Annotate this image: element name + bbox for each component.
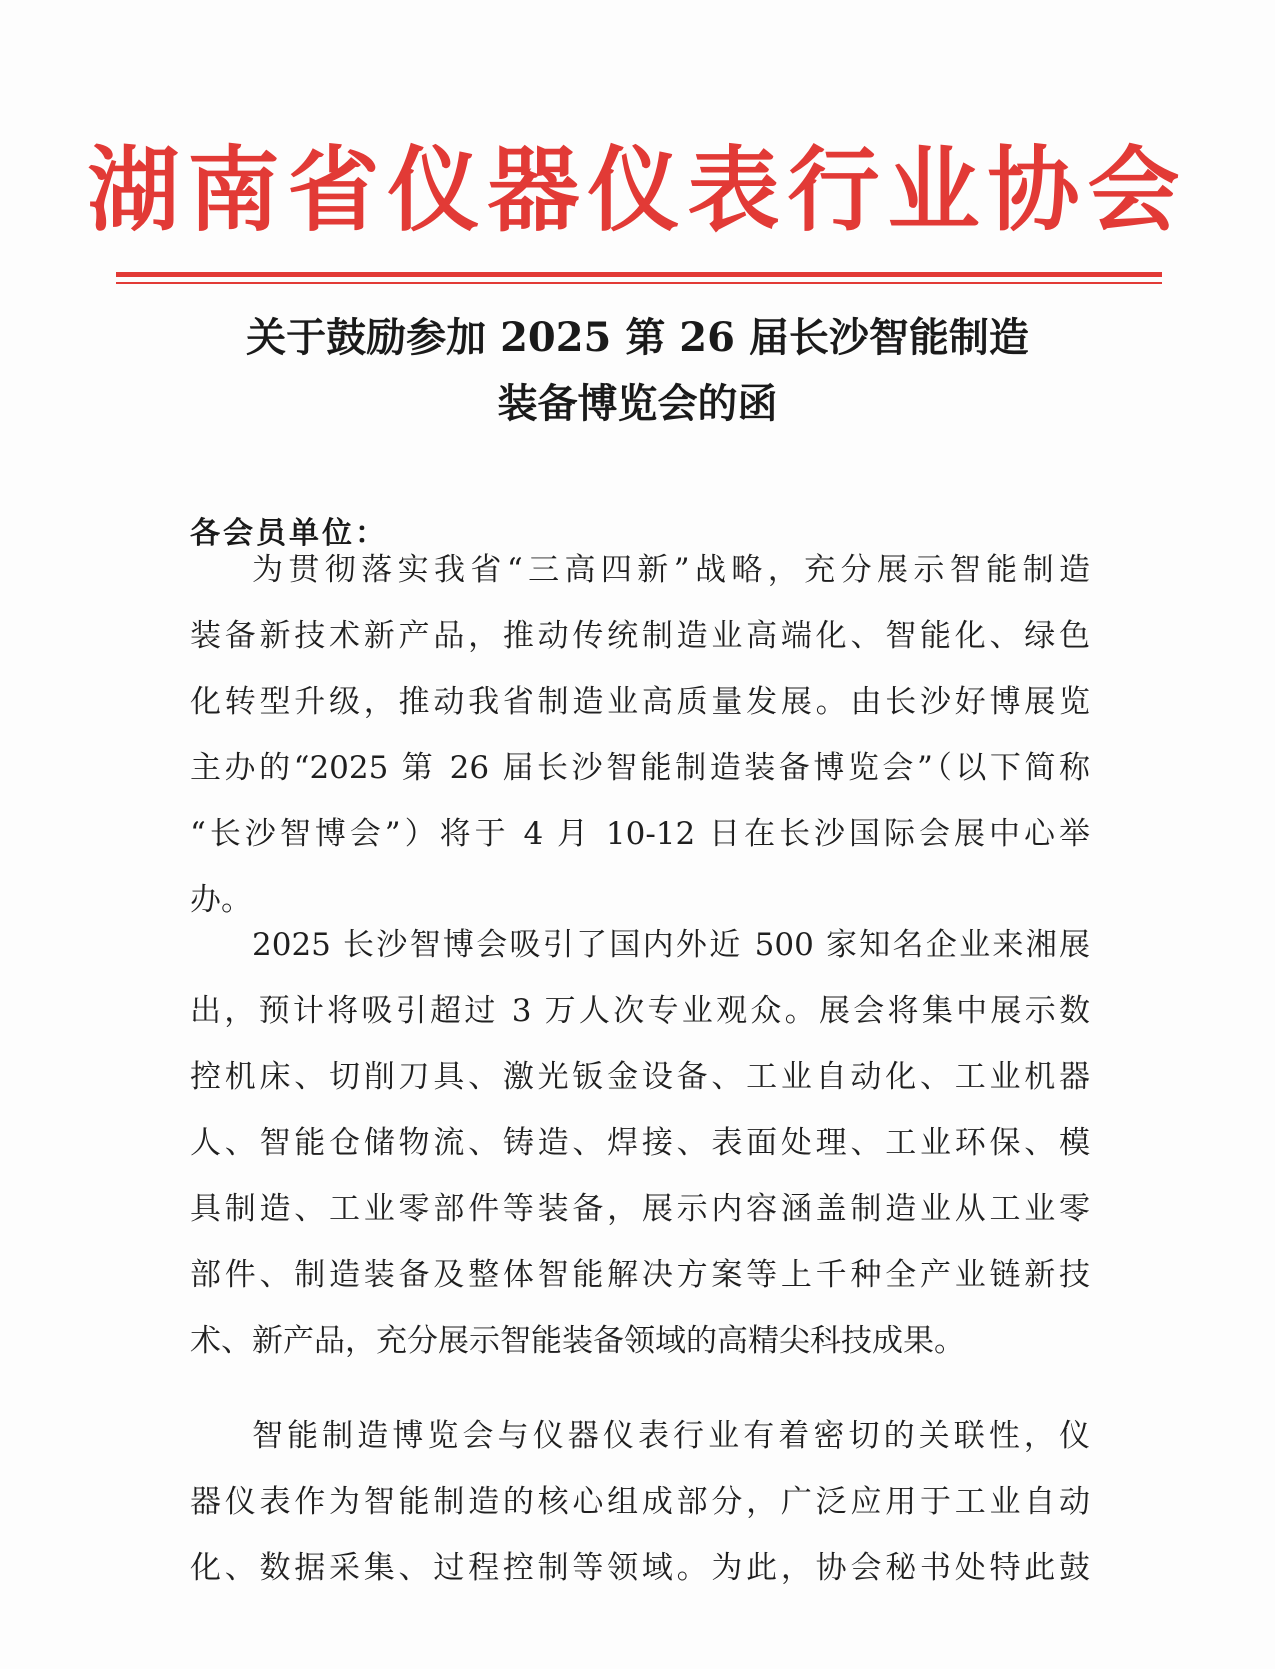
paragraph-2 [190,912,1090,1374]
paragraph-line: 化转型升级，推动我省制造业高质量发展。由长沙好博展览 [190,684,1090,720]
paragraph-line: 器仪表作为智能制造的核心组成部分，广泛应用于工业自动 [190,1484,1090,1520]
letterhead-rule-thin [116,282,1162,284]
paragraph-1 [190,537,1090,933]
paragraph-line: 人、智能仓储物流、铸造、焊接、表面处理、工业环保、模 [190,1125,1090,1161]
paragraph-line: 装备新技术新产品，推动传统制造业高端化、智能化、绿色 [190,618,1090,654]
paragraph-3 [190,1403,1090,1601]
paragraph-line: 办。 [190,882,252,918]
salutation: 各会员单位： [190,516,388,551]
document-title-line: 装备博览会的函 [497,380,778,427]
paragraph-line: 2025 长沙智博会吸引了国内外近 500 家知名企业来湘展 [252,927,1090,963]
document-title [0,305,1275,437]
paragraph-line: 化、数据采集、过程控制等领域。为此，协会秘书处特此鼓 [190,1550,1090,1586]
letterhead-organization: 湖南省仪器仪表行业协会 [87,136,1188,244]
paragraph-line: 智能制造博览会与仪器仪表行业有着密切的关联性，仪 [252,1418,1090,1454]
paragraph-line: 为贯彻落实我省“三高四新”战略，充分展示智能制造 [252,552,1090,588]
paragraph-line: 出，预计将吸引超过 3 万人次专业观众。展会将集中展示数 [190,993,1090,1029]
letterhead-rule-thick [116,272,1162,277]
paragraph-line: 术、新产品，充分展示智能装备领域的高精尖科技成果。 [190,1323,965,1359]
document-title-line: 关于鼓励参加 2025 第 26 届长沙智能制造 [246,314,1029,361]
paragraph-line: 具制造、工业零部件等装备，展示内容涵盖制造业从工业零 [190,1191,1090,1227]
paragraph-line: “长沙智博会”）将于 4 月 10-12 日在长沙国际会展中心举 [190,816,1090,852]
paragraph-line: 主办的“2025 第 26 届长沙智能制造装备博览会”（以下简称 [190,750,1090,786]
paragraph-line: 控机床、切削刀具、激光钣金设备、工业自动化、工业机器 [190,1059,1090,1095]
paragraph-line: 部件、制造装备及整体智能解决方案等上千种全产业链新技 [190,1257,1090,1293]
